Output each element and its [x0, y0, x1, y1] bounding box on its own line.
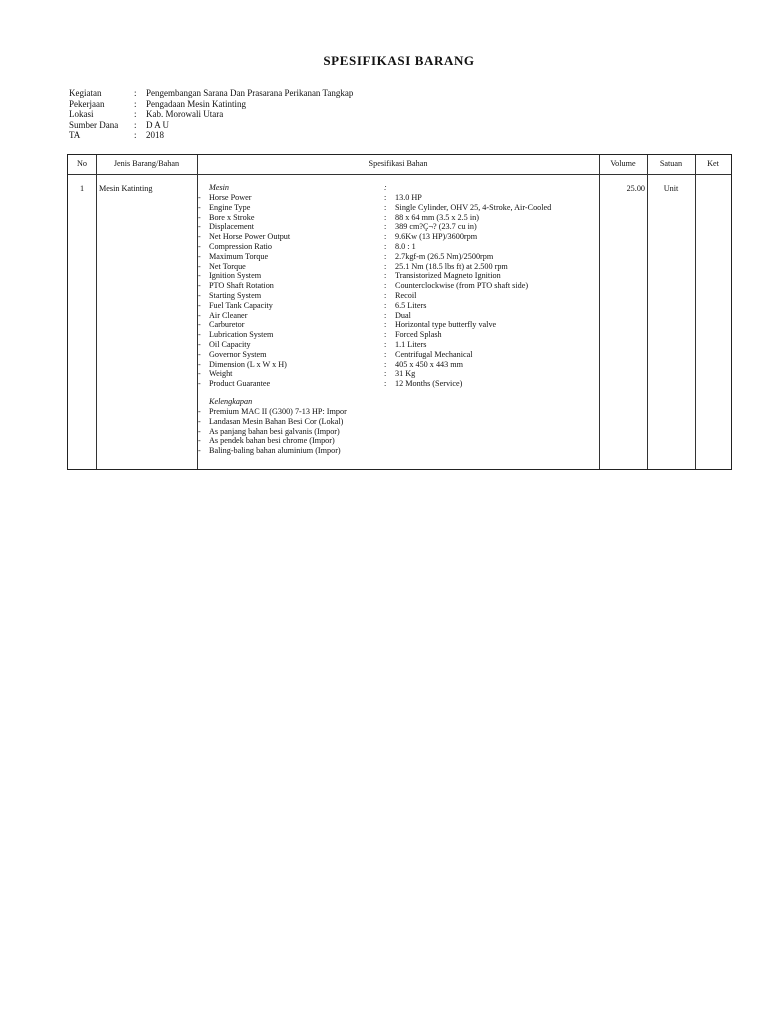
spec-value: 389 cm?Ç¬? (23.7 cu in)	[395, 222, 477, 232]
spec-label: Weight	[209, 369, 233, 379]
spec-value: 25.1 Nm (18.5 lbs ft) at 2.500 rpm	[395, 261, 508, 271]
spec-colon: :	[384, 291, 387, 300]
bullet-dash: -	[198, 242, 201, 251]
spec-colon: :	[384, 379, 387, 389]
spec-label: Air Cleaner	[209, 310, 248, 320]
spec-label: Carburetor	[209, 320, 245, 330]
header-note: Ket	[707, 159, 719, 168]
bullet-dash: -	[198, 193, 201, 202]
info-value: Pengadaan Mesin Katinting	[146, 98, 246, 109]
info-colon: :	[134, 119, 137, 130]
info-label: Lokasi	[69, 109, 94, 120]
bullet-dash: -	[198, 426, 201, 436]
spec-value: Recoil	[395, 291, 417, 300]
column-divider	[695, 155, 696, 469]
spec-colon: :	[384, 359, 387, 369]
bullet-dash: -	[198, 416, 201, 426]
spec-value: 88 x 64 mm (3.5 x 2.5 in)	[395, 212, 479, 222]
bullet-dash: -	[198, 340, 201, 349]
spec-colon: :	[384, 242, 387, 251]
info-colon: :	[134, 88, 137, 98]
spec-value: Forced Splash	[395, 330, 442, 340]
header-volume: Volume	[610, 159, 636, 168]
spec-colon: :	[384, 369, 387, 379]
column-divider	[599, 155, 600, 469]
spec-colon: :	[384, 212, 387, 222]
info-value: Kab. Morowali Utara	[146, 109, 224, 120]
spec-value: Single Cylinder, OHV 25, 4-Stroke, Air-Cooled	[395, 202, 552, 212]
spec-colon: :	[384, 232, 387, 242]
spec-label: PTO Shaft Rotation	[209, 281, 274, 291]
spec-colon: :	[384, 330, 387, 340]
bullet-dash: -	[198, 379, 201, 389]
bullet-dash: -	[198, 281, 201, 291]
spec-label: Starting System	[209, 291, 262, 300]
spec-label: Bore x Stroke	[209, 212, 255, 222]
header-unit: Satuan	[659, 159, 683, 168]
info-colon: :	[134, 98, 137, 109]
header-divider	[68, 174, 731, 175]
spec-colon: :	[384, 222, 387, 232]
spec-value: Horizontal type butterfly valve	[395, 320, 497, 330]
spec-value: 2.7kgf-m (26.5 Nm)/2500rpm	[395, 251, 494, 261]
row-number: 1	[79, 184, 85, 193]
spec-colon: :	[384, 340, 387, 349]
bullet-dash: -	[198, 271, 201, 281]
info-value: 2018	[146, 130, 164, 141]
spec-label: Governor System	[209, 349, 267, 359]
bullet-dash: -	[198, 300, 201, 310]
info-label: Kegiatan	[69, 88, 102, 98]
info-value: D A U	[146, 119, 170, 130]
spec-value: 9.6Kw (13 HP)/3600rpm	[395, 232, 478, 242]
bullet-dash: -	[198, 251, 201, 261]
spec-colon: :	[384, 261, 387, 271]
spec-colon: :	[384, 193, 387, 202]
accessory-item: Premium MAC II (G300) 7-13 HP: Impor	[209, 407, 347, 416]
spec-value: 31 Kg	[395, 369, 416, 379]
spec-value: 6.5 Liters	[395, 300, 427, 310]
spec-label: Net Horse Power Output	[209, 232, 291, 242]
bullet-dash: -	[198, 436, 201, 446]
accessories-heading: Kelengkapan	[209, 397, 253, 406]
accessory-item: As pendek bahan besi chrome (Impor)	[209, 436, 335, 446]
bullet-dash: -	[198, 291, 201, 300]
spec-label: Horse Power	[209, 193, 252, 202]
specification-table	[67, 154, 732, 470]
spec-label: Lubrication System	[209, 330, 274, 340]
info-label: Pekerjaan	[69, 98, 105, 109]
bullet-dash: -	[198, 330, 201, 340]
spec-label: Product Guarantee	[209, 379, 271, 389]
spec-label: Net Torque	[209, 261, 246, 271]
bullet-dash: -	[198, 212, 201, 222]
spec-label: Ignition System	[209, 271, 262, 281]
header-item: Jenis Barang/Bahan	[113, 159, 180, 168]
bullet-dash: -	[198, 222, 201, 232]
spec-colon: :	[384, 271, 387, 281]
spec-value: Centrifugal Mechanical	[395, 349, 473, 359]
header-no: No	[76, 159, 87, 168]
row-unit: Unit	[663, 184, 679, 193]
bullet-dash: -	[198, 359, 201, 369]
header-spec: Spesifikasi Bahan	[368, 159, 428, 168]
spec-colon: :	[384, 202, 387, 212]
spec-label: Oil Capacity	[209, 340, 251, 349]
spec-value: Dual	[395, 310, 411, 320]
spec-colon: :	[384, 251, 387, 261]
spec-label: Engine Type	[209, 202, 251, 212]
spec-colon: :	[384, 320, 387, 330]
bullet-dash: -	[198, 369, 201, 379]
spec-value: 405 x 450 x 443 mm	[395, 359, 464, 369]
spec-value: 13.0 HP	[395, 193, 422, 202]
spec-label: Displacement	[209, 222, 255, 232]
spec-colon: :	[384, 281, 387, 291]
bullet-dash: -	[198, 261, 201, 271]
row-item-name: Mesin Katinting	[99, 184, 153, 193]
info-colon: :	[134, 130, 137, 141]
info-label: Sumber Dana	[69, 119, 119, 130]
info-colon: :	[134, 109, 137, 120]
spec-label: Fuel Tank Capacity	[209, 300, 273, 310]
column-divider	[96, 155, 97, 469]
spec-label: Compression Ratio	[209, 242, 272, 251]
spec-label: Dimension (L x W x H)	[209, 359, 287, 369]
spec-value: Counterclockwise (from PTO shaft side)	[395, 281, 529, 291]
engine-heading: Mesin	[209, 183, 230, 192]
bullet-dash: -	[198, 232, 201, 242]
spec-label: Maximum Torque	[209, 251, 269, 261]
column-divider	[647, 155, 648, 469]
spec-colon: :	[384, 310, 387, 320]
spec-colon: :	[384, 183, 387, 192]
accessory-item: As panjang bahan besi galvanis (Impor)	[209, 426, 340, 436]
spec-colon: :	[384, 300, 387, 310]
document-title: SPESIFIKASI BARANG	[323, 53, 475, 68]
bullet-dash: -	[198, 202, 201, 212]
spec-value: 1.1 Liters	[395, 340, 427, 349]
accessory-item: Baling-baling bahan aluminium (Impor)	[209, 446, 341, 456]
bullet-dash: -	[198, 320, 201, 330]
row-volume: 25.00	[626, 184, 645, 193]
info-value: Pengembangan Sarana Dan Prasarana Perikanan Tangkap	[146, 88, 354, 98]
bullet-dash: -	[198, 407, 201, 416]
accessory-item: Landasan Mesin Bahan Besi Cor (Lokal)	[209, 416, 344, 426]
spec-colon: :	[384, 349, 387, 359]
spec-value: Transistorized Magneto Ignition	[395, 271, 501, 281]
bullet-dash: -	[198, 446, 201, 456]
bullet-dash: -	[198, 310, 201, 320]
spec-value: 12 Months (Service)	[395, 379, 463, 389]
bullet-dash: -	[198, 349, 201, 359]
spec-value: 8.0 : 1	[395, 242, 416, 251]
info-label: TA	[69, 130, 81, 141]
